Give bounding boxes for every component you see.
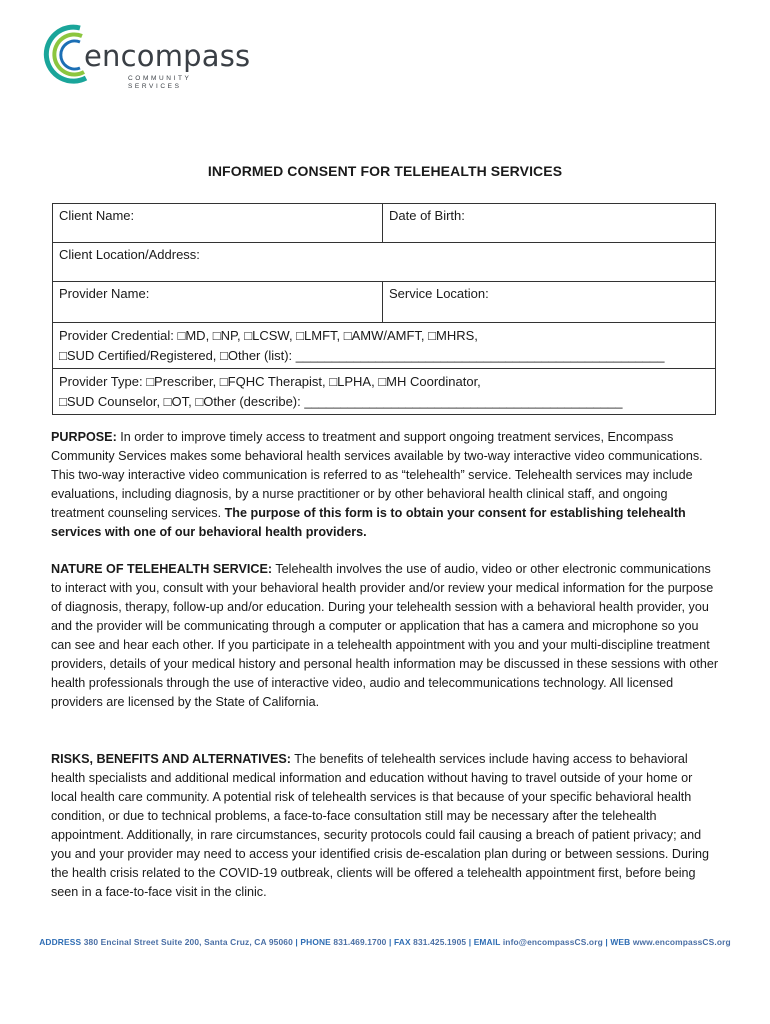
client-name-field[interactable] (53, 204, 383, 242)
client-info-form (52, 203, 716, 415)
form-row (53, 369, 715, 414)
nature-section (51, 560, 719, 712)
purpose-section (51, 428, 719, 542)
page-title: INFORMED CONSENT FOR TELEHEALTH SERVICES (207, 163, 563, 179)
purpose-bold-end: The purpose of this form is to obtain your consent for establishing telehealth services with one of our behavioral health providers. (51, 506, 686, 539)
footer-address-label: ADDRESS (39, 937, 82, 947)
nature-body: Telehealth involves the use of audio, video or other electronic communications to interact with you, consult with your behavioral health provider and/or review your medical information for the purpose of diagnosis, therapy, follow-up and/or education. During your telehealth session with a behavioral health provider, you and the provider will be communicating through a computer or application that has a camera and microphone so you can see and hear each other. If you participate in a telehealth appointment with you and your multi-discipline treatment providers, details of your medical history and personal health information may be discussed in these sessions with other health professionals through the use of interactive video, audio and telecommunications technology. All licensed providers are licensed by the State of California. (51, 562, 719, 709)
footer-email-label: EMAIL (473, 937, 501, 947)
risks-body: The benefits of telehealth services include having access to behavioral health specialists and additional medical information and education without having to travel outside of your home or local health care community. A potential risk of telehealth services is that because of your specific behavioral health condition, or due to technical problems, a face-to-face consultation still may be necessary after the telehealth appointment. Additionally, in rare circumstances, security protocols could fail causing a breach of patient privacy; and you and your provider may need to access your identified crisis de-escalation plan during or between sessions. During the health crisis related to the COVID-19 outbreak, clients will be offered a telehealth appointment first, before being seen in a face-to-face visit in the clinic. (51, 752, 710, 899)
footer-email[interactable]: info@encompassCS.org (502, 937, 603, 947)
footer-fax: 831.425.1905 (413, 937, 467, 947)
purpose-heading: PURPOSE: (51, 430, 117, 444)
nature-heading: NATURE OF TELEHEALTH SERVICE: (51, 562, 273, 576)
purpose-paragraph (51, 428, 719, 542)
logo-subtitle: COMMUNITY SERVICES (128, 75, 192, 90)
provider-type-line-2: □SUD Counselor, □OT, □Other (describe): ____________________________________________ (59, 394, 623, 409)
footer-address: 380 Encinal Street Suite 200, Santa Cruz, CA 95060 (83, 937, 293, 947)
footer-separator: | (388, 937, 392, 947)
footer-web-label: WEB (610, 937, 631, 947)
provider-name-field[interactable] (53, 282, 383, 322)
footer-phone: 831.469.1700 (333, 937, 387, 947)
provider-credential-field[interactable] (53, 323, 715, 368)
footer-separator: | (295, 937, 298, 947)
credential-line-1: Provider Credential: □MD, □NP, □LCSW, □LMFT, □AMW/AMFT, □MHRS, (59, 328, 478, 343)
provider-type-line-1: Provider Type: □Prescriber, □FQHC Therapist, □LPHA, □MH Coordinator, (59, 374, 481, 389)
dob-field[interactable] (383, 204, 715, 242)
client-location-field[interactable] (53, 243, 715, 281)
client-name-label: Client Name: (59, 208, 135, 223)
form-row (53, 204, 715, 243)
risks-heading: RISKS, BENEFITS AND ALTERNATIVES: (51, 752, 291, 766)
risks-paragraph (51, 750, 719, 902)
client-location-label: Client Location/Address: (59, 247, 200, 262)
footer-web[interactable]: www.encompassCS.org (632, 937, 731, 947)
credential-line-2: □SUD Certified/Registered, □Other (list): ___________________________________________________ (59, 348, 665, 363)
service-location-label: Service Location: (389, 286, 489, 301)
purpose-body: In order to improve timely access to treatment and support ongoing treatment services, Encompass Community Services makes some behavioral health services available by two-way interactive video communications. This two-way interactive video communication is referred to as “telehealth” service. Telehealth services may include evaluations, including diagnosis, by a nurse practitioner or by other behavioral health clinical staff, and ongoing treatment counseling services. (51, 430, 703, 520)
footer-separator: | (468, 937, 472, 947)
dob-label: Date of Birth: (389, 208, 465, 223)
footer-fax-label: FAX (393, 937, 411, 947)
service-location-field[interactable] (383, 282, 715, 322)
nature-paragraph (51, 560, 719, 712)
provider-name-label: Provider Name: (59, 286, 150, 301)
form-row (53, 243, 715, 282)
logo-name: encompass (84, 39, 251, 73)
risks-section (51, 750, 719, 902)
footer-separator: | (605, 937, 608, 947)
footer-phone-label: PHONE (300, 937, 331, 947)
form-row (53, 282, 715, 323)
footer-contact (0, 937, 770, 947)
encompass-logo (40, 22, 251, 90)
provider-type-field[interactable] (53, 369, 715, 414)
form-row (53, 323, 715, 369)
